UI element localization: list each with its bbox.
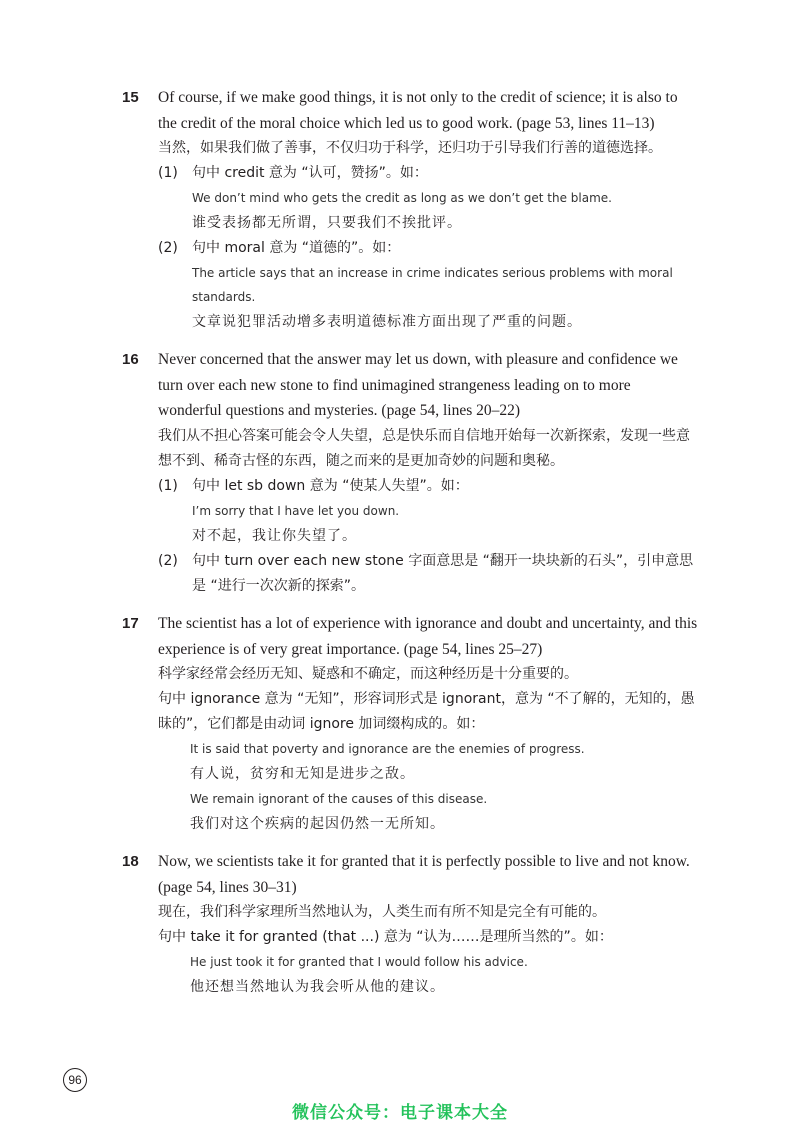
note-item [118, 549, 698, 599]
example-english: I’m sorry that I have let you down. [192, 503, 400, 518]
entry-number: 16 [122, 351, 139, 368]
example-chinese: 谁受表扬都无所谓，只要我们不挨批评。 [192, 215, 462, 231]
note-item [118, 161, 698, 186]
example-chinese: 有人说，贫穷和无知是进步之敌。 [190, 766, 415, 782]
english-sentence: The scientist has a lot of experience with ignorance and doubt and uncertainty, and this experience is of very great importance. (page 54, lines 25–27) [158, 615, 698, 658]
note-text: 句中 moral 意为 “道德的”。如： [192, 240, 401, 256]
page-number: 96 [63, 1068, 87, 1092]
english-sentence: Now, we scientists take it for granted that it is perfectly possible to live and not know. (page 54, lines 30–31) [158, 853, 690, 896]
entry-18 [118, 849, 698, 1000]
note-text: 句中 take it for granted (that ...) 意为 “认为……是理所当然的”。如： [158, 929, 613, 945]
example-english: It is said that poverty and ignorance are the enemies of progress. [190, 742, 585, 756]
english-sentence: Of course, if we make good things, it is not only to the credit of science; it is also to the credit of the moral choice which led us to good work. (page 53, lines 11–13) [158, 89, 678, 132]
note-text: 句中 credit 意为 “认可，赞扬”。如： [192, 165, 428, 181]
example-chinese: 对不起，我让你失望了。 [192, 527, 357, 544]
entry-17 [118, 611, 698, 837]
example-chinese: 他还想当然地认为我会听从他的建议。 [190, 979, 445, 995]
example-english: We don’t mind who gets the credit as long as we don’t get the blame. [192, 191, 612, 205]
watermark-text: 微信公众号：电子课本大全 [292, 1103, 508, 1123]
entry-15 [118, 85, 698, 335]
example-chinese: 我们对这个疾病的起因仍然一无所知。 [190, 816, 445, 832]
english-sentence: Never concerned that the answer may let us down, with pleasure and confidence we turn over each new stone to find unimagined strangeness leading on to more wonderful questions and mysteries. (page 54, lines 20–22) [158, 351, 678, 419]
chinese-translation: 我们从不担心答案可能会令人失望，总是快乐而自信地开始每一次新探索，发现一些意想不到、稀奇古怪的东西，随之而来的是更加奇妙的问题和奥秘。 [158, 427, 690, 469]
chinese-translation: 现在，我们科学家理所当然地认为，人类生而有所不知是完全有可能的。 [158, 904, 606, 920]
note-text: 句中 let sb down 意为 “使某人失望”。如： [192, 477, 469, 494]
note-label: (1) [158, 165, 178, 181]
entry-number: 15 [122, 89, 139, 106]
chinese-translation: 科学家经常会经历无知、疑惑和不确定，而这种经历是十分重要的。 [158, 666, 578, 682]
note-label: (1) [158, 477, 178, 494]
example-chinese: 文章说犯罪活动增多表明道德标准方面出现了严重的问题。 [192, 314, 582, 330]
note-label: (2) [158, 240, 178, 256]
example-english: The article says that an increase in crime indicates serious problems with moral standards. [192, 266, 673, 304]
note-item [118, 236, 698, 261]
example-english: We remain ignorant of the causes of this disease. [190, 792, 488, 806]
note-text: 句中 ignorance 意为 “无知”，形容词形式是 ignorant，意为 “不了解的，无知的，愚昧的”，它们都是由动词 ignore 加词缀构成的。如： [158, 691, 695, 732]
entry-16 [118, 347, 698, 599]
note-item [118, 474, 698, 499]
entry-number: 17 [122, 615, 139, 632]
note-label: (2) [158, 552, 178, 569]
entry-number: 18 [122, 853, 139, 870]
note-text: 句中 turn over each new stone 字面意思是 “翻开一块块新的石头”，引申意思是 “进行一次次新的探索”。 [192, 552, 694, 594]
chinese-translation: 当然，如果我们做了善事，不仅归功于科学，还归功于引导我们行善的道德选择。 [158, 140, 662, 156]
example-english: He just took it for granted that I would follow his advice. [190, 955, 528, 969]
